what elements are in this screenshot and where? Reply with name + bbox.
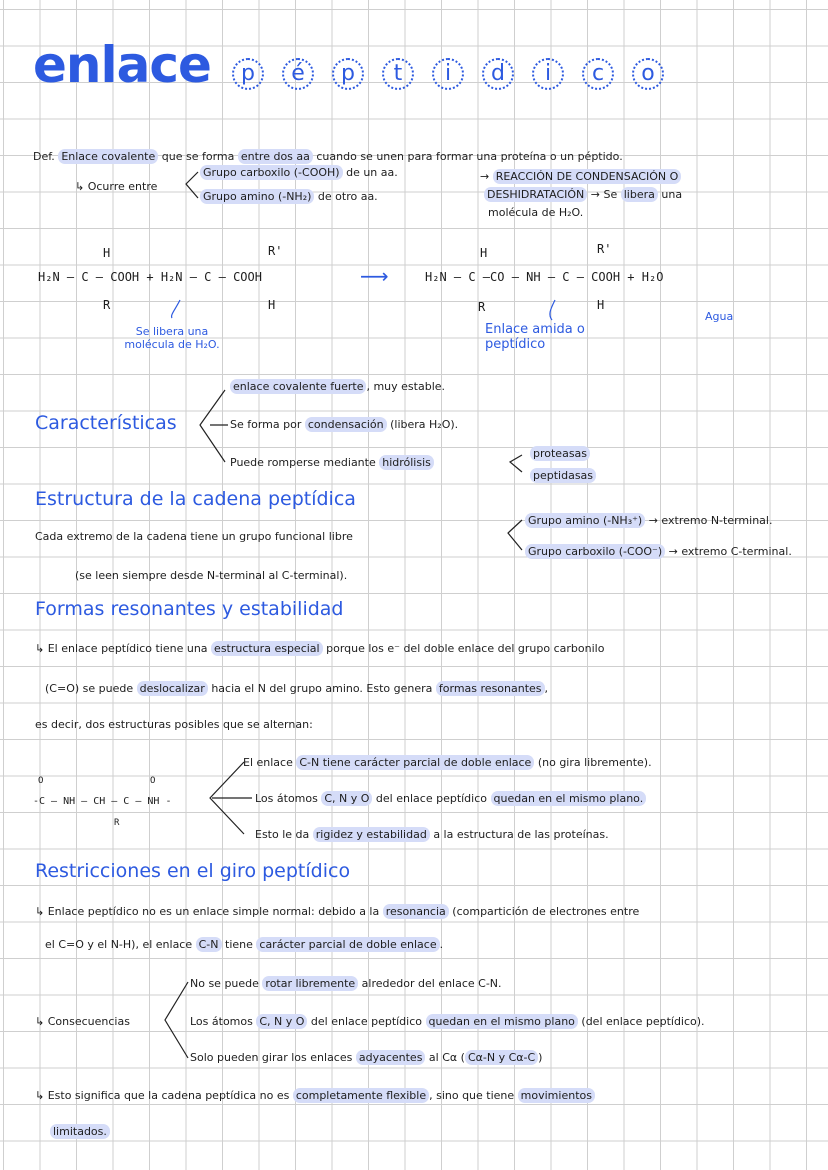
title-letter: t	[382, 58, 414, 90]
text-segment: (compartición de electrones entre	[448, 905, 640, 918]
title-letter: é	[282, 58, 314, 90]
note-water-released: Se libera una molécula de H₂O.	[124, 325, 220, 351]
text-segment: cuando se unen para formar una proteína o un péptido.	[312, 150, 623, 163]
sub-label: O	[150, 776, 156, 786]
text-segment: (no gira libremente).	[534, 756, 652, 769]
text-segment: de un aa.	[342, 166, 398, 179]
title-letter: c	[582, 58, 614, 90]
highlighted-text: DESHIDRATACIÓN	[484, 187, 587, 202]
text-segment: Los átomos	[190, 1015, 257, 1028]
consecuencias-label: ↳ Consecuencias	[35, 1015, 130, 1028]
highlighted-text: C, N y O	[256, 1014, 307, 1029]
highlighted-text: formas resonantes	[436, 681, 545, 696]
text-segment: alrededor del enlace C-N.	[358, 977, 502, 990]
highlighted-text: enlace covalente fuerte	[230, 379, 366, 394]
text-segment: → extremo N-terminal.	[645, 514, 773, 527]
sub-label: R	[103, 298, 111, 312]
text-segment: Solo pueden girar los enlaces	[190, 1051, 356, 1064]
highlighted-text: Enlace covalente	[58, 149, 158, 164]
highlighted-text: limitados.	[50, 1124, 110, 1139]
reaction-arrow: ⟶	[360, 264, 389, 288]
text-segment: el C=O y el N-H), el enlace	[45, 938, 196, 951]
sub-label: R	[114, 818, 120, 828]
estructura-note: (se leen siempre desde N-terminal al C-terminal).	[75, 569, 348, 582]
ocurre-label: ↳ Ocurre entre	[75, 180, 158, 193]
highlighted-text: Grupo amino (-NH₂)	[200, 189, 314, 204]
highlighted-text: rigidez y estabilidad	[313, 827, 430, 842]
highlighted-text: REACCIÓN DE CONDENSACIÓN O	[493, 169, 682, 184]
text-segment: tiene	[221, 938, 257, 951]
highlighted-text: C-N	[196, 937, 222, 952]
text-segment: una	[657, 188, 683, 201]
highlighted-text: entre dos aa	[238, 149, 313, 164]
title-letter: i	[432, 58, 464, 90]
highlighted-text: estructura especial	[211, 641, 323, 656]
text-segment: No se puede	[190, 977, 263, 990]
text-segment: a la estructura de las proteínas.	[429, 828, 609, 841]
note-amide-bond: Enlace amida o peptídico	[485, 322, 585, 352]
sub-label: R'	[268, 244, 283, 258]
text-segment: , sino que tiene	[429, 1089, 518, 1102]
sub-label: H	[480, 246, 488, 260]
reaction-left: H₂N – C – COOH + H₂N – C – COOH	[38, 270, 262, 284]
text-segment: hacia el N del grupo amino. Esto genera	[207, 682, 436, 695]
heading-estructura: Estructura de la cadena peptídica	[35, 488, 356, 510]
text-segment: El enlace	[243, 756, 297, 769]
bracket	[200, 390, 225, 462]
highlighted-text: Cα-N y Cα-C	[465, 1050, 538, 1065]
title-letter: i	[532, 58, 564, 90]
text-segment: Def.	[33, 150, 59, 163]
heading-formas: Formas resonantes y estabilidad	[35, 598, 344, 620]
text-segment: molécula de H₂O.	[488, 206, 584, 219]
highlighted-text: condensación	[305, 417, 387, 432]
title-letter: p	[232, 58, 264, 90]
highlighted-text: quedan en el mismo plano	[426, 1014, 578, 1029]
text-segment: que se forma	[158, 150, 238, 163]
text-segment: ,	[544, 682, 549, 695]
text-segment: (C=O) se puede	[45, 682, 137, 695]
text-segment: →	[480, 170, 493, 183]
text-segment: Los átomos	[255, 792, 322, 805]
title-letter: p	[332, 58, 364, 90]
text-segment: del enlace peptídico	[307, 1015, 426, 1028]
highlighted-text: completamente flexible	[293, 1088, 429, 1103]
resonance-formula: -C – NH – CH – C – NH -	[33, 796, 172, 807]
text-segment: porque los e⁻ del doble enlace del grupo carbonilo	[322, 642, 605, 655]
text-segment: al Cα (	[425, 1051, 465, 1064]
reaction-right: H₂N – C –CO – NH – C – COOH + H₂O	[425, 270, 664, 284]
highlighted-text: rotar libremente	[262, 976, 358, 991]
highlighted-text: Grupo carboxilo (-COO⁻)	[525, 544, 665, 559]
highlighted-text: Grupo amino (-NH₃⁺)	[525, 513, 645, 528]
text-segment: (libera H₂O).	[386, 418, 459, 431]
highlighted-text: deslocalizar	[137, 681, 208, 696]
enzyme: peptidasas	[530, 468, 596, 483]
enzyme: proteasas	[530, 446, 590, 461]
highlighted-text: resonancia	[383, 904, 449, 919]
highlighted-text: hidrólisis	[379, 455, 434, 470]
highlighted-text: carácter parcial de doble enlace	[256, 937, 439, 952]
text-segment: )	[538, 1051, 543, 1064]
highlighted-text: C, N y O	[321, 791, 372, 806]
text-segment: Esto le da	[255, 828, 313, 841]
text-segment: (del enlace peptídico).	[577, 1015, 705, 1028]
sub-label: H	[103, 246, 111, 260]
text-segment: es decir, dos estructuras posibles que se alternan:	[35, 718, 313, 731]
estructura-line: Cada extremo de la cadena tiene un grupo funcional libre	[35, 530, 353, 543]
title-letter: o	[632, 58, 664, 90]
sub-label: H	[268, 298, 276, 312]
text-segment: ↳ Enlace peptídico no es un enlace simple normal: debido a la	[35, 905, 383, 918]
text-segment: , muy estable.	[366, 380, 446, 393]
note-water: Agua	[705, 310, 734, 323]
highlighted-text: Grupo carboxilo (-COOH)	[200, 165, 343, 180]
text-segment: de otro aa.	[314, 190, 378, 203]
sub-label: R'	[597, 242, 612, 256]
highlighted-text: movimientos	[518, 1088, 595, 1103]
highlighted-text: C-N tiene carácter parcial de doble enlace	[296, 755, 534, 770]
heading-caracteristicas: Características	[35, 412, 177, 434]
sub-label: O	[38, 776, 44, 786]
highlighted-text: adyacentes	[356, 1050, 426, 1065]
text-segment: → extremo C-terminal.	[665, 545, 792, 558]
text-segment: .	[439, 938, 444, 951]
heading-restricciones: Restricciones en el giro peptídico	[35, 860, 351, 882]
text-segment: Puede romperse mediante	[230, 456, 380, 469]
text-segment: ↳ El enlace peptídico tiene una	[35, 642, 212, 655]
highlighted-text: libera	[621, 187, 658, 202]
text-segment: → Se	[587, 188, 621, 201]
sub-label: H	[597, 298, 605, 312]
text-segment: ↳ Esto significa que la cadena peptídica no es	[35, 1089, 293, 1102]
highlighted-text: quedan en el mismo plano.	[491, 791, 647, 806]
sub-label: R	[478, 300, 486, 314]
title-word: enlace	[33, 36, 211, 94]
title-letter: d	[482, 58, 514, 90]
text-segment: Se forma por	[230, 418, 305, 431]
text-segment: del enlace peptídico	[372, 792, 491, 805]
